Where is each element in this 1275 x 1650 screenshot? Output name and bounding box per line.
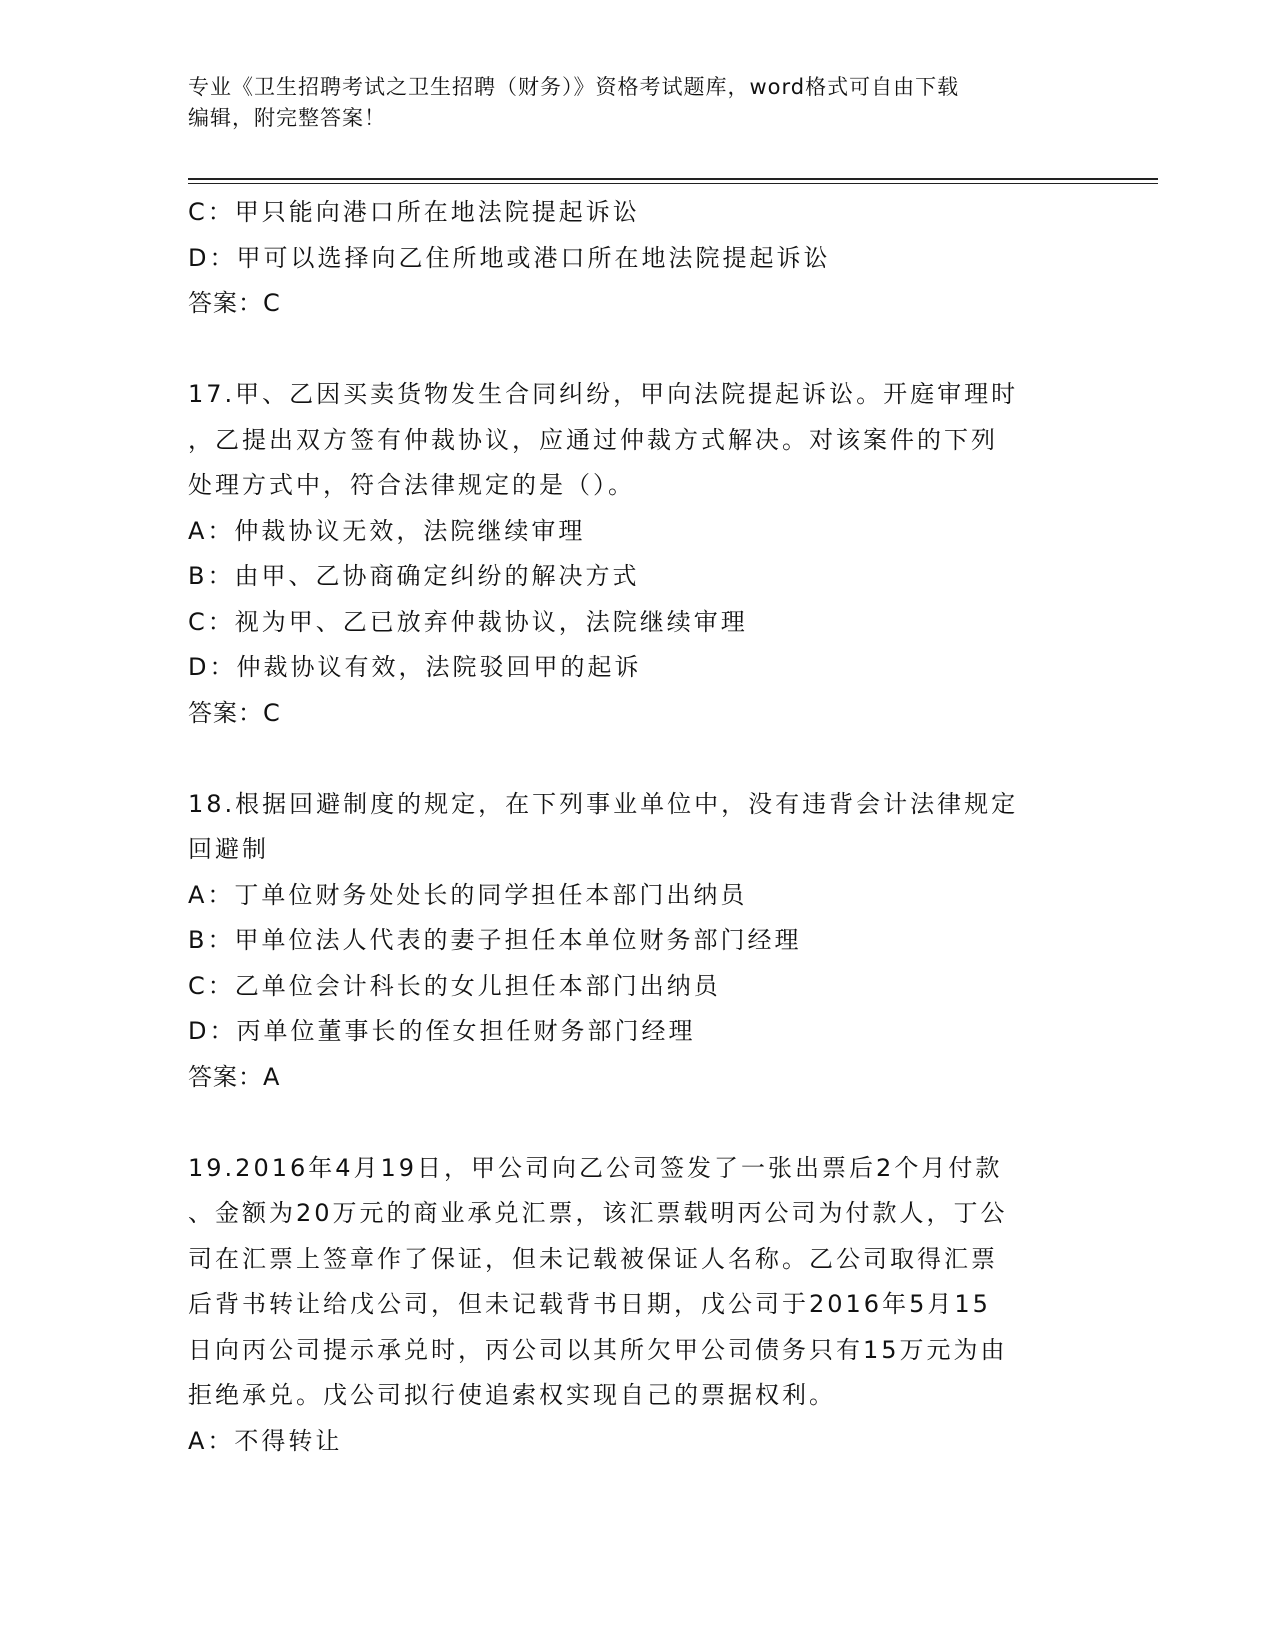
question-18: [188, 782, 1088, 1101]
question-stem-line: 回避制: [188, 835, 269, 863]
option-d: D：甲可以选择向乙住所地或港口所在地法院提起诉讼: [188, 243, 831, 272]
header-divider-thick: [188, 178, 1158, 180]
question-stem-line: 17.甲、乙因买卖货物发生合同纠纷，甲向法院提起诉讼。开庭审理时: [188, 380, 1019, 408]
header-line-2: 编辑，附完整答案！: [188, 106, 386, 130]
question-stem-line: 日向丙公司提示承兑时，丙公司以其所欠甲公司债务只有15万元为由: [188, 1335, 1008, 1364]
option-c: C：视为甲、乙已放弃仲裁协议，法院继续审理: [188, 607, 748, 636]
option-d: D：仲裁协议有效，法院驳回甲的起诉: [188, 653, 642, 681]
question-stem-line: 后背书转让给戊公司，但未记载背书日期，戊公司于2016年5月15: [188, 1290, 991, 1318]
option-b: B：甲单位法人代表的妻子担任本单位财务部门经理: [188, 926, 802, 954]
question-stem-line: 拒绝承兑。戊公司拟行使追索权实现自己的票据权利。: [188, 1381, 836, 1409]
question-stem-line: 19.2016年4月19日，甲公司向乙公司签发了一张出票后2个月付款: [188, 1153, 1003, 1182]
option-b: B：由甲、乙协商确定纠纷的解决方式: [188, 562, 640, 590]
question-stem-line: 处理方式中，符合法律规定的是（）。: [188, 471, 635, 499]
header-line-1: 专业《卫生招聘考试之卫生招聘（财务）》资格考试题库，word格式可自由下载: [188, 75, 960, 99]
option-c: C：甲只能向港口所在地法院提起诉讼: [188, 198, 640, 226]
option-a: A：仲裁协议无效，法院继续审理: [188, 516, 586, 545]
answer-line: 答案：C: [188, 698, 281, 727]
question-stem-line: 18.根据回避制度的规定，在下列事业单位中，没有违背会计法律规定: [188, 789, 1019, 818]
answer-line: 答案：C: [188, 289, 281, 317]
question-stem-line: 司在汇票上签章作了保证，但未记载被保证人名称。乙公司取得汇票: [188, 1244, 998, 1273]
option-a: A：不得转让: [188, 1426, 343, 1455]
question-17: [188, 372, 1088, 736]
question-list: [188, 190, 1088, 1464]
question-16-tail: [188, 190, 1088, 327]
option-c: C：乙单位会计科长的女儿担任本部门出纳员: [188, 971, 721, 1000]
question-19: [188, 1146, 1088, 1465]
header-divider-thin: [188, 183, 1158, 184]
option-a: A：丁单位财务处处长的同学担任本部门出纳员: [188, 880, 748, 909]
option-d: D：丙单位董事长的侄女担任财务部门经理: [188, 1017, 696, 1045]
document-header: [188, 72, 1068, 134]
question-stem-line: 、金额为20万元的商业承兑汇票，该汇票载明丙公司为付款人，丁公: [188, 1199, 1008, 1227]
question-stem-line: ，乙提出双方签有仲裁协议，应通过仲裁方式解决。对该案件的下列: [188, 425, 998, 454]
answer-line: 答案：A: [188, 1062, 281, 1091]
